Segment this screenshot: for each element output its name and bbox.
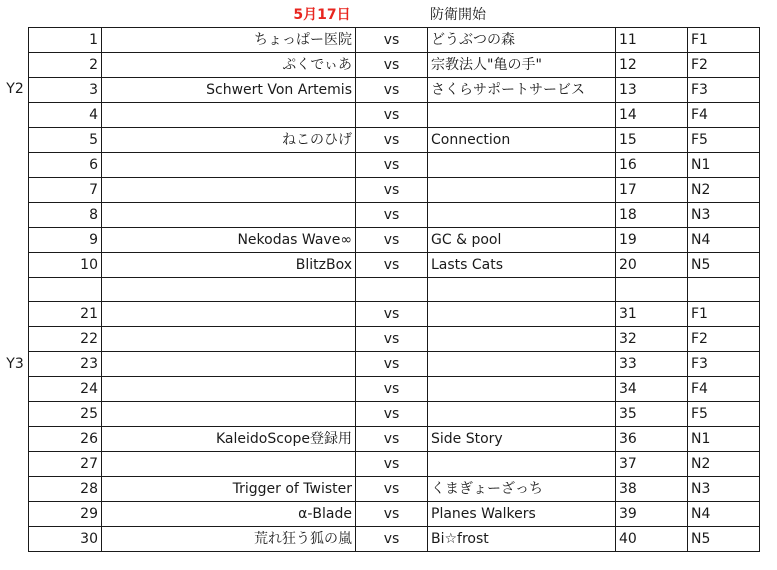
header-title[interactable]: 防衛開始 [430, 7, 486, 23]
court-cell[interactable]: F5 [688, 402, 760, 427]
court-cell[interactable]: N3 [688, 477, 760, 502]
vs-cell[interactable] [356, 278, 428, 302]
vs-cell[interactable]: vs [356, 502, 428, 527]
match-number-cell[interactable]: 2 [29, 53, 102, 78]
slot-number-cell[interactable]: 35 [616, 402, 688, 427]
opponent-cell[interactable] [428, 203, 616, 228]
vs-cell[interactable]: vs [356, 253, 428, 278]
table-row [29, 327, 760, 352]
match-number-cell[interactable]: 25 [29, 402, 102, 427]
slot-number-cell[interactable] [616, 278, 688, 302]
court-cell[interactable]: N3 [688, 203, 760, 228]
slot-number-cell[interactable]: 11 [616, 28, 688, 53]
match-number-cell[interactable]: 9 [29, 228, 102, 253]
court-cell[interactable]: F4 [688, 377, 760, 402]
match-number-cell[interactable]: 22 [29, 327, 102, 352]
vs-cell[interactable]: vs [356, 527, 428, 552]
table-row [29, 502, 760, 527]
team-cell[interactable]: Trigger of Twister [102, 477, 356, 502]
match-number-cell[interactable]: 4 [29, 103, 102, 128]
table-row [29, 527, 760, 552]
team-cell[interactable]: Nekodas Wave∞ [102, 228, 356, 253]
slot-number-cell[interactable]: 18 [616, 203, 688, 228]
vs-cell[interactable]: vs [356, 377, 428, 402]
match-number-cell[interactable]: 24 [29, 377, 102, 402]
team-cell[interactable]: ねこのひげ [102, 128, 356, 153]
slot-number-cell[interactable]: 40 [616, 527, 688, 552]
table-row [29, 352, 760, 377]
table-row [29, 203, 760, 228]
vs-cell[interactable]: vs [356, 228, 428, 253]
slot-number-cell[interactable]: 38 [616, 477, 688, 502]
match-number-cell[interactable]: 21 [29, 302, 102, 327]
table-row [29, 178, 760, 203]
court-cell[interactable]: F1 [688, 28, 760, 53]
opponent-cell[interactable] [428, 452, 616, 477]
court-cell[interactable]: F2 [688, 53, 760, 78]
vs-cell[interactable]: vs [356, 302, 428, 327]
slot-number-cell[interactable]: 15 [616, 128, 688, 153]
match-number-cell[interactable]: 5 [29, 128, 102, 153]
opponent-cell[interactable]: くまぎょーざっち [428, 477, 616, 502]
team-cell[interactable]: BlitzBox [102, 253, 356, 278]
opponent-cell[interactable]: Connection [428, 128, 616, 153]
slot-number-cell[interactable]: 32 [616, 327, 688, 352]
court-cell[interactable]: N5 [688, 527, 760, 552]
table-row [29, 402, 760, 427]
court-cell[interactable] [688, 278, 760, 302]
table-row [29, 228, 760, 253]
team-cell[interactable]: ちょっぱー医院 [102, 28, 356, 53]
match-number-cell[interactable]: 10 [29, 253, 102, 278]
court-cell[interactable]: N1 [688, 153, 760, 178]
vs-cell[interactable]: vs [356, 103, 428, 128]
header-date[interactable]: 5月17日 [293, 7, 351, 23]
opponent-cell[interactable]: どうぶつの森 [428, 28, 616, 53]
table-row [29, 377, 760, 402]
court-cell[interactable]: N2 [688, 452, 760, 477]
match-number-cell[interactable]: 26 [29, 427, 102, 452]
slot-number-cell[interactable]: 31 [616, 302, 688, 327]
team-cell[interactable] [102, 103, 356, 128]
team-cell[interactable] [102, 352, 356, 377]
group-label-y3[interactable]: Y3 [6, 356, 24, 372]
slot-number-cell[interactable]: 17 [616, 178, 688, 203]
table-row [29, 452, 760, 477]
opponent-cell[interactable]: Side Story [428, 427, 616, 452]
opponent-cell[interactable]: GC & pool [428, 228, 616, 253]
vs-cell[interactable]: vs [356, 352, 428, 377]
vs-cell[interactable]: vs [356, 427, 428, 452]
opponent-cell[interactable] [428, 302, 616, 327]
match-number-cell[interactable]: 29 [29, 502, 102, 527]
slot-number-cell[interactable]: 39 [616, 502, 688, 527]
court-cell[interactable]: F2 [688, 327, 760, 352]
slot-number-cell[interactable]: 14 [616, 103, 688, 128]
match-number-cell[interactable]: 30 [29, 527, 102, 552]
court-cell[interactable]: F3 [688, 352, 760, 377]
court-cell[interactable]: N4 [688, 228, 760, 253]
match-number-cell[interactable]: 8 [29, 203, 102, 228]
opponent-cell[interactable]: 宗教法人"亀の手" [428, 53, 616, 78]
team-cell[interactable] [102, 302, 356, 327]
vs-cell[interactable]: vs [356, 153, 428, 178]
court-cell[interactable]: F4 [688, 103, 760, 128]
vs-cell[interactable]: vs [356, 128, 428, 153]
opponent-cell[interactable] [428, 402, 616, 427]
slot-number-cell[interactable]: 13 [616, 78, 688, 103]
vs-cell[interactable]: vs [356, 452, 428, 477]
match-number-cell[interactable]: 1 [29, 28, 102, 53]
table-row [29, 103, 760, 128]
team-cell[interactable] [102, 452, 356, 477]
court-cell[interactable]: F3 [688, 78, 760, 103]
vs-cell[interactable]: vs [356, 53, 428, 78]
match-number-cell[interactable]: 7 [29, 178, 102, 203]
slot-number-cell[interactable]: 12 [616, 53, 688, 78]
table-row [29, 253, 760, 278]
table-row [29, 28, 760, 53]
table-row [29, 153, 760, 178]
court-cell[interactable]: F1 [688, 302, 760, 327]
table-row [29, 53, 760, 78]
court-cell[interactable]: N1 [688, 427, 760, 452]
opponent-cell[interactable] [428, 178, 616, 203]
vs-cell[interactable]: vs [356, 327, 428, 352]
group-label-y2[interactable]: Y2 [6, 81, 24, 97]
slot-number-cell[interactable]: 34 [616, 377, 688, 402]
table-row [29, 477, 760, 502]
vs-cell[interactable]: vs [356, 178, 428, 203]
match-number-cell[interactable]: 6 [29, 153, 102, 178]
team-cell[interactable] [102, 402, 356, 427]
match-number-cell[interactable]: 23 [29, 352, 102, 377]
match-table [28, 27, 760, 552]
team-cell[interactable]: Schwert Von Artemis [102, 78, 356, 103]
slot-number-cell[interactable]: 19 [616, 228, 688, 253]
opponent-cell[interactable] [428, 278, 616, 302]
vs-cell[interactable]: vs [356, 477, 428, 502]
team-cell[interactable]: 荒れ狂う狐の嵐 [102, 527, 356, 552]
opponent-cell[interactable] [428, 352, 616, 377]
slot-number-cell[interactable]: 33 [616, 352, 688, 377]
opponent-cell[interactable] [428, 327, 616, 352]
table-row [29, 427, 760, 452]
team-cell[interactable] [102, 278, 356, 302]
match-number-cell[interactable] [29, 278, 102, 302]
vs-cell[interactable]: vs [356, 203, 428, 228]
court-cell[interactable]: N2 [688, 178, 760, 203]
opponent-cell[interactable]: Bi☆frost [428, 527, 616, 552]
table-row [29, 78, 760, 103]
team-cell[interactable] [102, 153, 356, 178]
vs-cell[interactable]: vs [356, 28, 428, 53]
opponent-cell[interactable]: Planes Walkers [428, 502, 616, 527]
opponent-cell[interactable] [428, 153, 616, 178]
match-number-cell[interactable]: 28 [29, 477, 102, 502]
team-cell[interactable] [102, 377, 356, 402]
slot-number-cell[interactable]: 20 [616, 253, 688, 278]
court-cell[interactable]: N4 [688, 502, 760, 527]
team-cell[interactable]: α-Blade [102, 502, 356, 527]
team-cell[interactable] [102, 327, 356, 352]
opponent-cell[interactable] [428, 103, 616, 128]
team-cell[interactable]: KaleidoScope登録用 [102, 427, 356, 452]
slot-number-cell[interactable]: 16 [616, 153, 688, 178]
team-cell[interactable]: ぷくでぃあ [102, 53, 356, 78]
opponent-cell[interactable]: さくらサポートサービス [428, 78, 616, 103]
vs-cell[interactable]: vs [356, 78, 428, 103]
match-number-cell[interactable]: 27 [29, 452, 102, 477]
table-row [29, 128, 760, 153]
slot-number-cell[interactable]: 37 [616, 452, 688, 477]
court-cell[interactable]: F5 [688, 128, 760, 153]
slot-number-cell[interactable]: 36 [616, 427, 688, 452]
table-row [29, 278, 760, 302]
opponent-cell[interactable] [428, 377, 616, 402]
vs-cell[interactable]: vs [356, 402, 428, 427]
table-row [29, 302, 760, 327]
match-number-cell[interactable]: 3 [29, 78, 102, 103]
court-cell[interactable]: N5 [688, 253, 760, 278]
team-cell[interactable] [102, 178, 356, 203]
opponent-cell[interactable]: Lasts Cats [428, 253, 616, 278]
team-cell[interactable] [102, 203, 356, 228]
